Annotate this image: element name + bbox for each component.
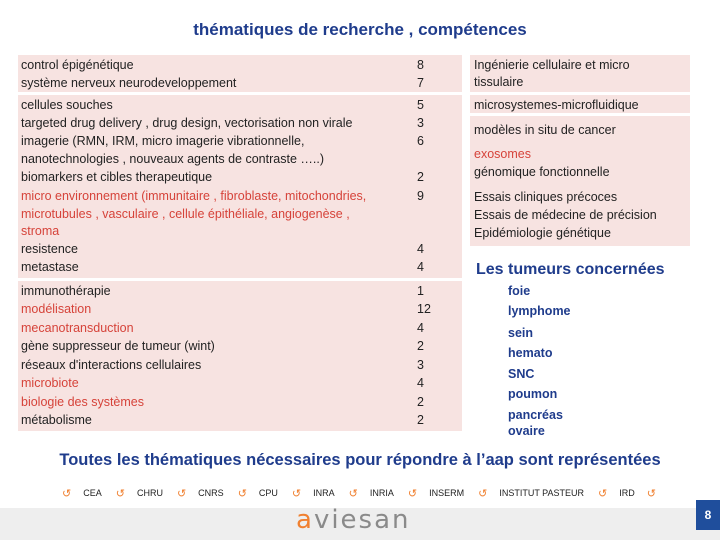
- partner-item: [408, 487, 464, 500]
- right-line: microsystemes-microfluidique: [474, 98, 639, 112]
- right-line: exosomes: [474, 147, 531, 161]
- logo-letter-a: a: [296, 505, 314, 535]
- arrow-icon: ↺: [176, 487, 187, 500]
- aviesan-logo: [296, 505, 411, 535]
- left-line: cellules souches: [21, 98, 113, 112]
- right-line: Essais cliniques précoces: [474, 190, 618, 204]
- count-value: 3: [417, 358, 424, 372]
- left-line: micro environnement (immunitaire , fibroblaste, mitochondries,: [21, 189, 367, 203]
- partner-item: [116, 487, 163, 500]
- arrow-icon: ↺: [115, 487, 125, 500]
- left-line: nanotechnologies , nouveaux agents de contraste …..): [21, 152, 324, 166]
- count-value: 6: [417, 134, 424, 148]
- page-number: 8: [696, 500, 720, 530]
- partner-item: [478, 487, 584, 500]
- count-value: 2: [417, 395, 424, 409]
- left-line: imagerie (RMN, IRM, micro imagerie vibrationnelle,: [21, 134, 305, 148]
- partner-label: INSTITUT PASTEUR: [499, 488, 585, 498]
- count-value: 2: [417, 339, 424, 353]
- tumour-item: lymphome: [508, 304, 571, 318]
- arrow-icon: ↺: [62, 487, 72, 500]
- left-line: immunothérapie: [21, 284, 111, 298]
- arrow-icon: ↺: [407, 487, 418, 500]
- count-value: 4: [417, 321, 424, 335]
- count-value: 5: [417, 98, 424, 112]
- right-line: Epidémiologie génétique: [474, 226, 611, 240]
- left-line: métabolisme: [21, 413, 92, 427]
- count-value: 12: [417, 302, 431, 316]
- tumours-heading: Les tumeurs concernées: [476, 261, 665, 278]
- partner-label: INRIA: [369, 488, 394, 498]
- count-value: 1: [417, 284, 424, 298]
- arrow-icon: ↺: [237, 487, 247, 500]
- left-line: système nerveux neurodeveloppement: [21, 76, 237, 90]
- count-value: 4: [417, 376, 424, 390]
- right-line: génomique fonctionnelle: [474, 165, 610, 179]
- count-value: 9: [417, 189, 424, 203]
- count-value: 3: [417, 116, 424, 130]
- right-line: tissulaire: [474, 75, 524, 89]
- left-line: microtubules , vasculaire , cellule épithéliale, angiogenèse ,: [21, 207, 350, 221]
- tumour-item: ovaire: [508, 424, 545, 438]
- logo-text: viesan: [313, 505, 411, 535]
- right-line: Ingénierie cellulaire et micro: [474, 58, 630, 72]
- conclusion-text: Toutes les thématiques nécessaires pour répondre à l’aap sont représentées: [59, 451, 661, 469]
- partner-item: [598, 487, 656, 500]
- partner-item: [177, 487, 224, 500]
- arrow-icon: ↺: [478, 487, 488, 500]
- count-value: 4: [417, 242, 424, 256]
- count-value: 4: [417, 260, 424, 274]
- count-value: 7: [417, 76, 424, 90]
- tumour-item: SNC: [508, 367, 535, 381]
- tumour-item: poumon: [508, 387, 558, 401]
- partner-item: [238, 487, 278, 500]
- partner-list: [62, 484, 670, 502]
- count-value: 8: [417, 58, 424, 72]
- left-line: gène suppresseur de tumeur (wint): [21, 339, 215, 353]
- left-line: control épigénétique: [21, 58, 134, 72]
- left-line: metastase: [21, 260, 79, 274]
- tumour-item: pancréas: [508, 408, 563, 422]
- page-title: thématiques de recherche , compétences: [193, 20, 527, 39]
- partner-label: CHRU: [136, 488, 163, 498]
- left-line: biomarkers et cibles therapeutique: [21, 170, 213, 184]
- partner-label: INRA: [313, 488, 335, 498]
- count-value: 2: [417, 413, 424, 427]
- right-line: Essais de médecine de précision: [474, 208, 657, 222]
- right-line: modèles in situ de cancer: [474, 123, 616, 137]
- count-value: 2: [417, 170, 424, 184]
- left-line: targeted drug delivery , drug design, vectorisation non virale: [21, 116, 353, 130]
- arrow-icon: ↺: [291, 487, 302, 500]
- partner-label: INSERM: [429, 488, 465, 498]
- tumour-item: sein: [508, 326, 534, 340]
- partner-label: CEA: [83, 488, 102, 498]
- partner-item: [62, 487, 102, 500]
- left-line: stroma: [21, 224, 60, 238]
- arrow-icon: ↺: [646, 487, 656, 500]
- partner-label: CNRS: [198, 488, 224, 498]
- arrow-icon: ↺: [348, 487, 358, 500]
- tumour-item: foie: [508, 284, 531, 298]
- left-line: resistence: [21, 242, 78, 256]
- left-line: réseaux d'interactions cellulaires: [21, 358, 202, 372]
- left-line: modélisation: [21, 302, 92, 316]
- left-line: mecanotransduction: [21, 321, 134, 335]
- partner-item: [349, 487, 394, 500]
- left-line: biologie des systèmes: [21, 395, 144, 409]
- partner-label: CPU: [258, 488, 278, 498]
- partner-item: [292, 487, 335, 500]
- arrow-icon: ↺: [598, 487, 608, 500]
- partner-label: IRD: [619, 488, 635, 498]
- tumour-item: hemato: [508, 346, 553, 360]
- left-line: microbiote: [21, 376, 79, 390]
